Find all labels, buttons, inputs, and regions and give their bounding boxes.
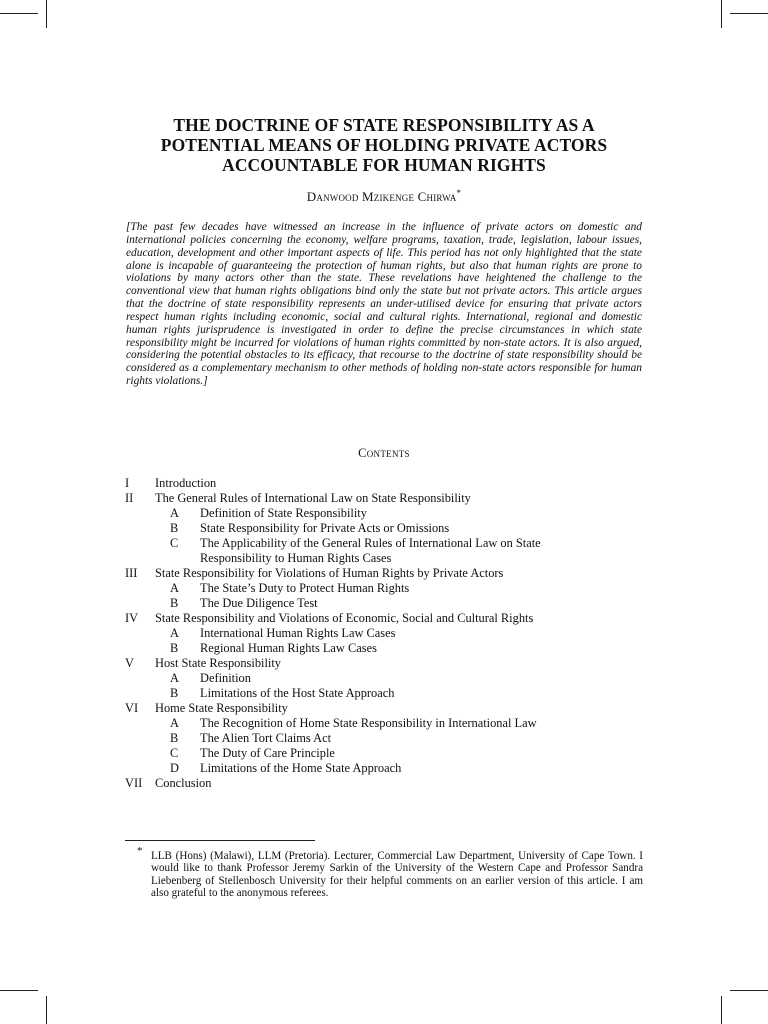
toc-entry: [125, 686, 645, 701]
toc-entry-title: Limitations of the Host State Approach: [200, 686, 395, 700]
toc-entry-title: Definition of State Responsibility: [200, 506, 367, 520]
footnote-text: LLB (Hons) (Malawi), LLM (Pretoria). Lecturer, Commercial Law Department, University of Cape Town. I would like to thank Professor Jeremy Sarkin of the University of the Western Cape and Professor Sandra Liebenberg of Stellenbosch University for their helpful comments on an earlier version of this article. I am also grateful to the anonymous referees.: [151, 850, 643, 899]
toc-entry-title: The Alien Tort Claims Act: [200, 731, 332, 745]
toc-entry: [125, 716, 645, 731]
author-line: [100, 189, 668, 205]
crop-mark-top-right-v: [721, 0, 722, 28]
toc-entry-number: A: [170, 581, 179, 595]
toc-entry-title: Definition: [200, 671, 251, 685]
title-line: THE DOCTRINE OF STATE RESPONSIBILITY AS A: [173, 115, 595, 135]
toc-entry-title: State Responsibility for Private Acts or Omissions: [200, 521, 450, 535]
toc-entry-title: The Duty of Care Principle: [200, 746, 335, 760]
crop-mark-top-right-h: [730, 13, 768, 14]
toc-entry-number: C: [170, 746, 179, 760]
author-name: Danwood Mzikenge Chirwa: [306, 189, 457, 204]
article-title: [100, 115, 668, 175]
crop-mark-bottom-right-v: [721, 996, 722, 1024]
toc-entry: [125, 626, 645, 641]
toc-entry-title: Host State Responsibility: [155, 656, 281, 670]
toc-entry: [125, 521, 645, 536]
toc-entry-title: Introduction: [155, 476, 217, 490]
toc-entry: [125, 731, 645, 746]
toc-entry: [125, 581, 645, 596]
toc-entry-title: The State’s Duty to Protect Human Rights: [200, 581, 410, 595]
title-line: ACCOUNTABLE FOR HUMAN RIGHTS: [222, 155, 546, 175]
crop-mark-bottom-left-h: [0, 990, 38, 991]
toc-entry-title: Conclusion: [155, 776, 212, 790]
toc-entry-title: The Applicability of the General Rules of International Law on State: [200, 536, 541, 550]
toc-entry-number: III: [125, 566, 138, 580]
toc-entry-title: Home State Responsibility: [155, 701, 288, 715]
contents-heading: Contents: [358, 446, 410, 460]
crop-mark-bottom-left-v: [46, 996, 47, 1024]
toc-entry: [125, 596, 645, 611]
toc-entry-title: Limitations of the Home State Approach: [200, 761, 402, 775]
title-line: POTENTIAL MEANS OF HOLDING PRIVATE ACTORS: [160, 135, 608, 155]
toc-entry: [125, 611, 645, 626]
toc-entry: [125, 746, 645, 761]
toc-entry-title: Responsibility to Human Rights Cases: [200, 551, 392, 565]
crop-mark-top-left-h: [0, 13, 38, 14]
toc-entry-number: D: [170, 761, 179, 775]
toc-entry: [125, 566, 645, 581]
abstract: [The past few decades have witnessed an increase in the influence of private actors on domestic and international policies concerning the economy, welfare programs, taxation, trade, legislation, labour issues, education, development and other important aspects of life. This period has not only highlighted that the state alone is incapable of guaranteeing the protection of human rights, but also that human rights are prone to violations by many actors other than the state. These revelations have heightened the challenge to the conventional view that human rights obligations bind only the state but not private actors. This article argues that the doctrine of state responsibility represents an under-utilised device for ensuring that private actors respect human rights including economic, social and cultural rights. International, regional and domestic human rights jurisprudence is investigated in order to define the precise circumstances in which state responsibility might be incurred for violations of human rights committed by non-state actors. It is also argued, considering the potential obstacles to its efficacy, that recourse to the doctrine of state responsibility should be considered as a complementary mechanism to other methods of holding non-state actors responsible for human rights violations.]: [126, 221, 642, 388]
toc-entry-number: C: [170, 536, 179, 550]
toc-entry-number: B: [170, 731, 179, 745]
toc-entry-number: I: [125, 476, 130, 490]
toc-entry: [125, 641, 645, 656]
toc-entry-number: A: [170, 716, 179, 730]
toc-entry: [125, 671, 645, 686]
toc-entry-title: The Due Diligence Test: [200, 596, 318, 610]
toc-entry-number: VI: [125, 701, 139, 715]
toc-entry: [125, 701, 645, 716]
toc-entry-number: A: [170, 626, 179, 640]
toc-entry: [125, 536, 645, 551]
toc-entry-title: The Recognition of Home State Responsibility in International Law: [200, 716, 537, 730]
footnote-rule: [125, 840, 315, 841]
toc-entry-number: A: [170, 671, 179, 685]
toc-entry-number: B: [170, 521, 179, 535]
crop-mark-top-left-v: [46, 0, 47, 28]
toc-entry-number: V: [125, 656, 134, 670]
table-of-contents: [125, 476, 645, 791]
toc-entry-number: IV: [125, 611, 139, 625]
toc-entry-number: B: [170, 641, 179, 655]
toc-entry: [125, 761, 645, 776]
toc-entry: [125, 506, 645, 521]
toc-entry: [125, 476, 645, 491]
toc-entry-number: VII: [125, 776, 143, 790]
footnote-mark: *: [137, 845, 143, 857]
toc-entry-number: B: [170, 686, 179, 700]
toc-entry-title: The General Rules of International Law on State Responsibility: [155, 491, 471, 505]
toc-entry: [125, 551, 645, 566]
toc-entry-title: State Responsibility for Violations of Human Rights by Private Actors: [155, 566, 504, 580]
crop-mark-bottom-right-h: [730, 990, 768, 991]
toc-entry-title: State Responsibility and Violations of Economic, Social and Cultural Rights: [155, 611, 534, 625]
toc-entry-number: B: [170, 596, 179, 610]
toc-entry: [125, 656, 645, 671]
toc-entry: [125, 491, 645, 506]
author-footnote-mark: *: [456, 188, 462, 198]
toc-entry-title: International Human Rights Law Cases: [200, 626, 396, 640]
toc-entry-number: A: [170, 506, 179, 520]
toc-entry-title: Regional Human Rights Law Cases: [200, 641, 377, 655]
toc-entry: [125, 776, 645, 791]
toc-entry-number: II: [125, 491, 134, 505]
